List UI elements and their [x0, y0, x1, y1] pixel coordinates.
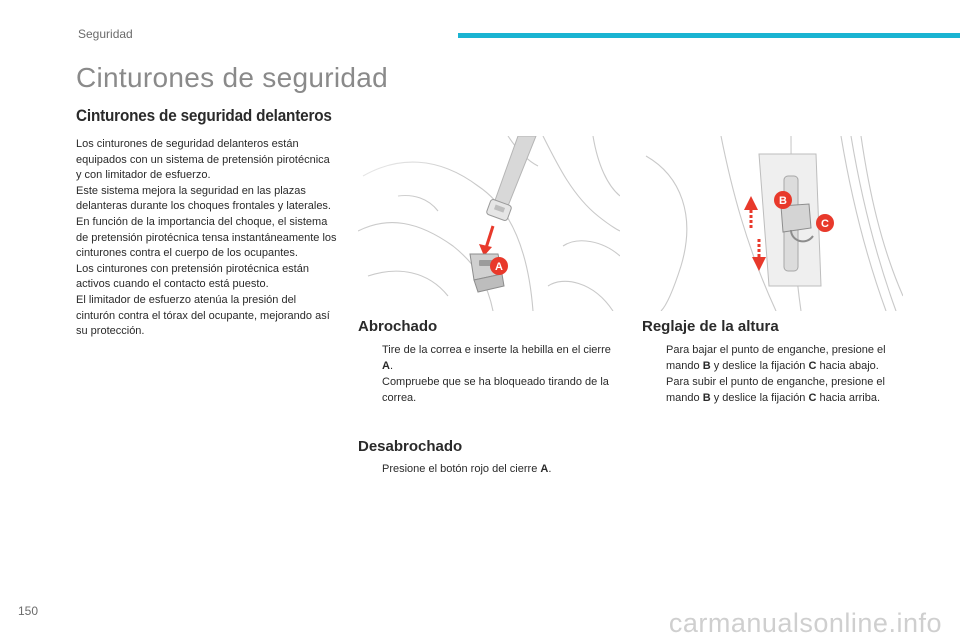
- page-number: 150: [18, 604, 39, 618]
- abrochado-heading: Abrochado: [358, 318, 438, 335]
- list-item: Compruebe que se ha bloqueado tirando de la correa.: [382, 376, 609, 404]
- intro-paragraph: Los cinturones con pretensión pirotécnica están activos cuando el contacto está puesto.: [76, 262, 309, 291]
- label-b: B: [779, 195, 787, 207]
- watermark: carmanualsonline.info: [668, 608, 942, 638]
- reglaje-steps: [642, 342, 904, 406]
- abrochado-steps: [358, 342, 614, 406]
- intro-paragraph: El limitador de esfuerzo atenúa la presión del cinturón contra el tórax del ocupante, mejorando así su protección.: [76, 293, 330, 338]
- intro-paragraph: Los cinturones de seguridad delanteros están equipados con un sistema de pretensión pirotécnica y con limitador de esfuerzo.: [76, 138, 330, 182]
- desabrochado-steps: [358, 461, 614, 477]
- section-label: Seguridad: [78, 27, 133, 41]
- list-item: Para subir el punto de enganche, presione el mando B y deslice la fijación C hacia arriba.: [666, 376, 885, 404]
- intro-text: [76, 137, 338, 340]
- desabrochado-heading: Desabrochado: [358, 438, 463, 455]
- page-title: Cinturones de seguridad: [76, 62, 388, 93]
- intro-paragraph: Este sistema mejora la seguridad en las plazas delanteras durante los choques frontales y laterales. En función de la importancia del choque, el sistema de pretensión pirotécnica tensa instantáneamente los cinturones contra el cuerpo de los ocupantes.: [76, 184, 337, 260]
- height-adjustment-illustration: [641, 136, 903, 311]
- list-item: Tire de la correa e inserte la hebilla en el cierre A.: [382, 344, 611, 372]
- buckle-illustration: [358, 136, 620, 311]
- label-c: C: [821, 218, 829, 230]
- section-subtitle: Cinturones de seguridad delanteros: [76, 106, 332, 125]
- list-item: Para bajar el punto de enganche, presione el mando B y deslice la fijación C hacia abajo.: [666, 344, 886, 372]
- reglaje-heading: Reglaje de la altura: [642, 318, 779, 335]
- list-item: Presione el botón rojo del cierre A.: [382, 463, 552, 475]
- header-accent-bar: [458, 33, 960, 38]
